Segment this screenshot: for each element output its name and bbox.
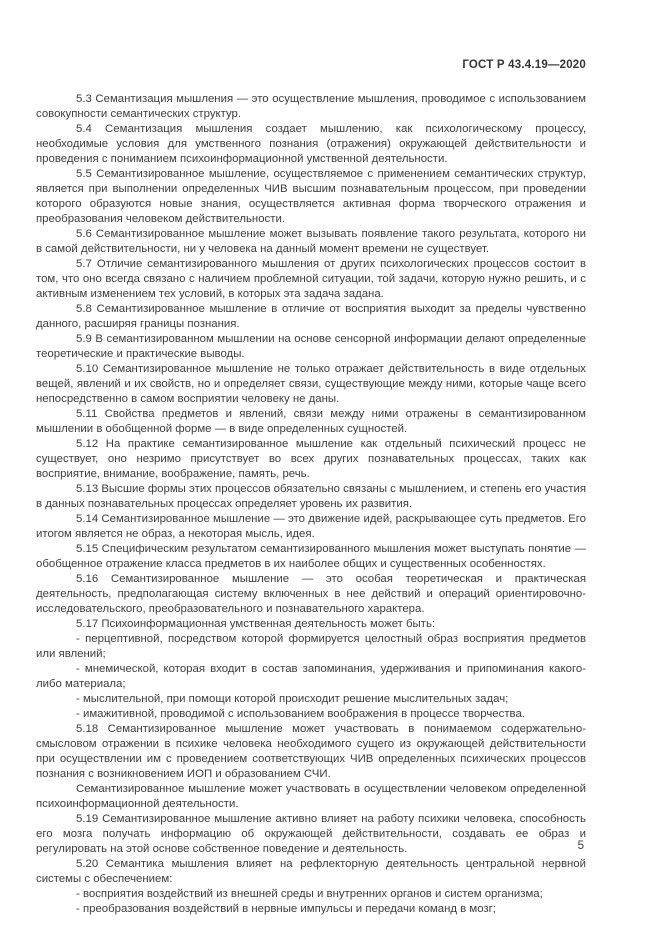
list-item-transformation-of-influences: - преобразования воздействий в нервные импульсы и передачи команд в мозг; <box>76 903 496 915</box>
paragraph-5-6: 5.6 Семантизированное мышление может вызывать появление такого результата, которого ни в самой действительности, ни у человека на данный момент времени не существует. <box>36 228 586 255</box>
paragraph-5-3: 5.3 Семантизация мышления — это осуществление мышления, проводимое с использованием совокупности семантических структур. <box>36 93 586 120</box>
paragraph-5-18: 5.18 Семантизированное мышление может участвовать в понимаемом содержательно-смысловом отражении в психике человека необходимого сущего из окружающей действительности при осуществлении им с проведением соответствующих ЧИВ определенных психических процессов познания с возникновением ИОП и образованием СЧИ. <box>36 723 586 780</box>
paragraph-5-4: 5.4 Семантизация мышления создает мышлению, как психологическому процессу, необходимые условия для умственного познания (отражения) окружающей действительности и проведения с пониманием психоинформационной умственной деятельности. <box>36 123 586 165</box>
paragraph-5-19: 5.19 Семантизированное мышление активно влияет на работу психики человека, способность его мозга получать информацию об окружающей действительности, создавать ее образ и регулировать на этой основе собственное поведение и деятельность. <box>36 813 586 855</box>
paragraph-5-9: 5.9 В семантизированном мышлении на основе сенсорной информации делают определенные теоретические и практические выводы. <box>36 333 586 360</box>
document-header-gost-number: ГОСТ Р 43.4.19—2020 <box>462 59 586 71</box>
paragraph-5-20: 5.20 Семантика мышления влияет на рефлекторную деятельность центральной нервной системы с обеспечением: <box>36 858 586 885</box>
paragraph-5-8: 5.8 Семантизированное мышление в отличие от восприятия выходит за пределы чувственно данного, расширяя границы познания. <box>36 303 586 330</box>
paragraph-5-15: 5.15 Специфическим результатом семантизированного мышления может выступать понятие — обобщенное отражение класса предметов в их наиболее общих и существенных особенностях. <box>36 543 586 570</box>
paragraph-5-11: 5.11 Свойства предметов и явлений, связи между ними отражены в семантизированном мышлении в обобщенной форме — в виде определенных сущностей. <box>36 408 586 435</box>
document-body <box>36 92 586 917</box>
list-item-perception-of-influences: - восприятия воздействий из внешней среды и внутренних органов и систем организма; <box>76 888 543 900</box>
paragraph-5-12: 5.12 На практике семантизированное мышление как отдельный психический процесс не существует, оно незримо присутствует во всех других познавательных процессах, таких как восприятие, внимание, воображение, память, речь. <box>36 438 586 480</box>
paragraph-5-17: 5.17 Психоинформационная умственная деятельность может быть: <box>76 618 436 630</box>
paragraph-5-14: 5.14 Семантизированное мышление — это движение идей, раскрывающее суть предметов. Его итогом является не образ, а некоторая мысль, идея. <box>36 513 586 540</box>
paragraph-5-13: 5.13 Высшие формы этих процессов обязательно связаны с мышлением, и степень его участия в данных познавательных процессах определяет уровень их развития. <box>36 483 586 510</box>
paragraph-5-18-continuation: Семантизированное мышление может участвовать в осуществлении человеком определенной психоинформационной деятельности. <box>36 783 586 810</box>
paragraph-5-16: 5.16 Семантизированное мышление — это особая теоретическая и практическая деятельность, предполагающая систему включенных в нее действий и операций ориентировочно-исследовательского, преобразовательного и познавательного характера. <box>36 573 586 615</box>
list-item-perceptive: - перцептивной, посредством которой формируется целостный образ восприятия предметов или явлений; <box>36 633 586 660</box>
paragraph-5-7: 5.7 Отличие семантизированного мышления от других психологических процессов состоит в том, что оно всегда связано с наличием проблемной ситуации, той задачи, которую нужно решить, и с активным изменением тех условий, в которых эта задача задана. <box>36 258 586 300</box>
page-number: 5 <box>577 840 584 852</box>
list-item-cogitative: - мыслительной, при помощи которой происходит решение мыслительных задач; <box>76 693 509 705</box>
list-item-mnemonic: - мнемической, которая входит в состав запоминания, удерживания и припоминания какого-либо материала; <box>36 663 586 690</box>
list-item-imaginative: - имажитивной, проводимой с использованием воображения в процессе творчества. <box>76 708 525 720</box>
paragraph-5-5: 5.5 Семантизированное мышление, осуществляемое с применением семантических структур, является при выполнении определенных ЧИВ высшим познавательным процессом, при проведении которого образуются новые знания, осуществляется активная форма творческого отражения и преобразования человеком действительности. <box>36 168 586 225</box>
paragraph-5-10: 5.10 Семантизированное мышление не только отражает действительность в виде отдельных вещей, явлений и их свойств, но и определяет связи, существующие между ними, которые чаще всего непосредственно в самом восприятии человеку не даны. <box>36 363 586 405</box>
